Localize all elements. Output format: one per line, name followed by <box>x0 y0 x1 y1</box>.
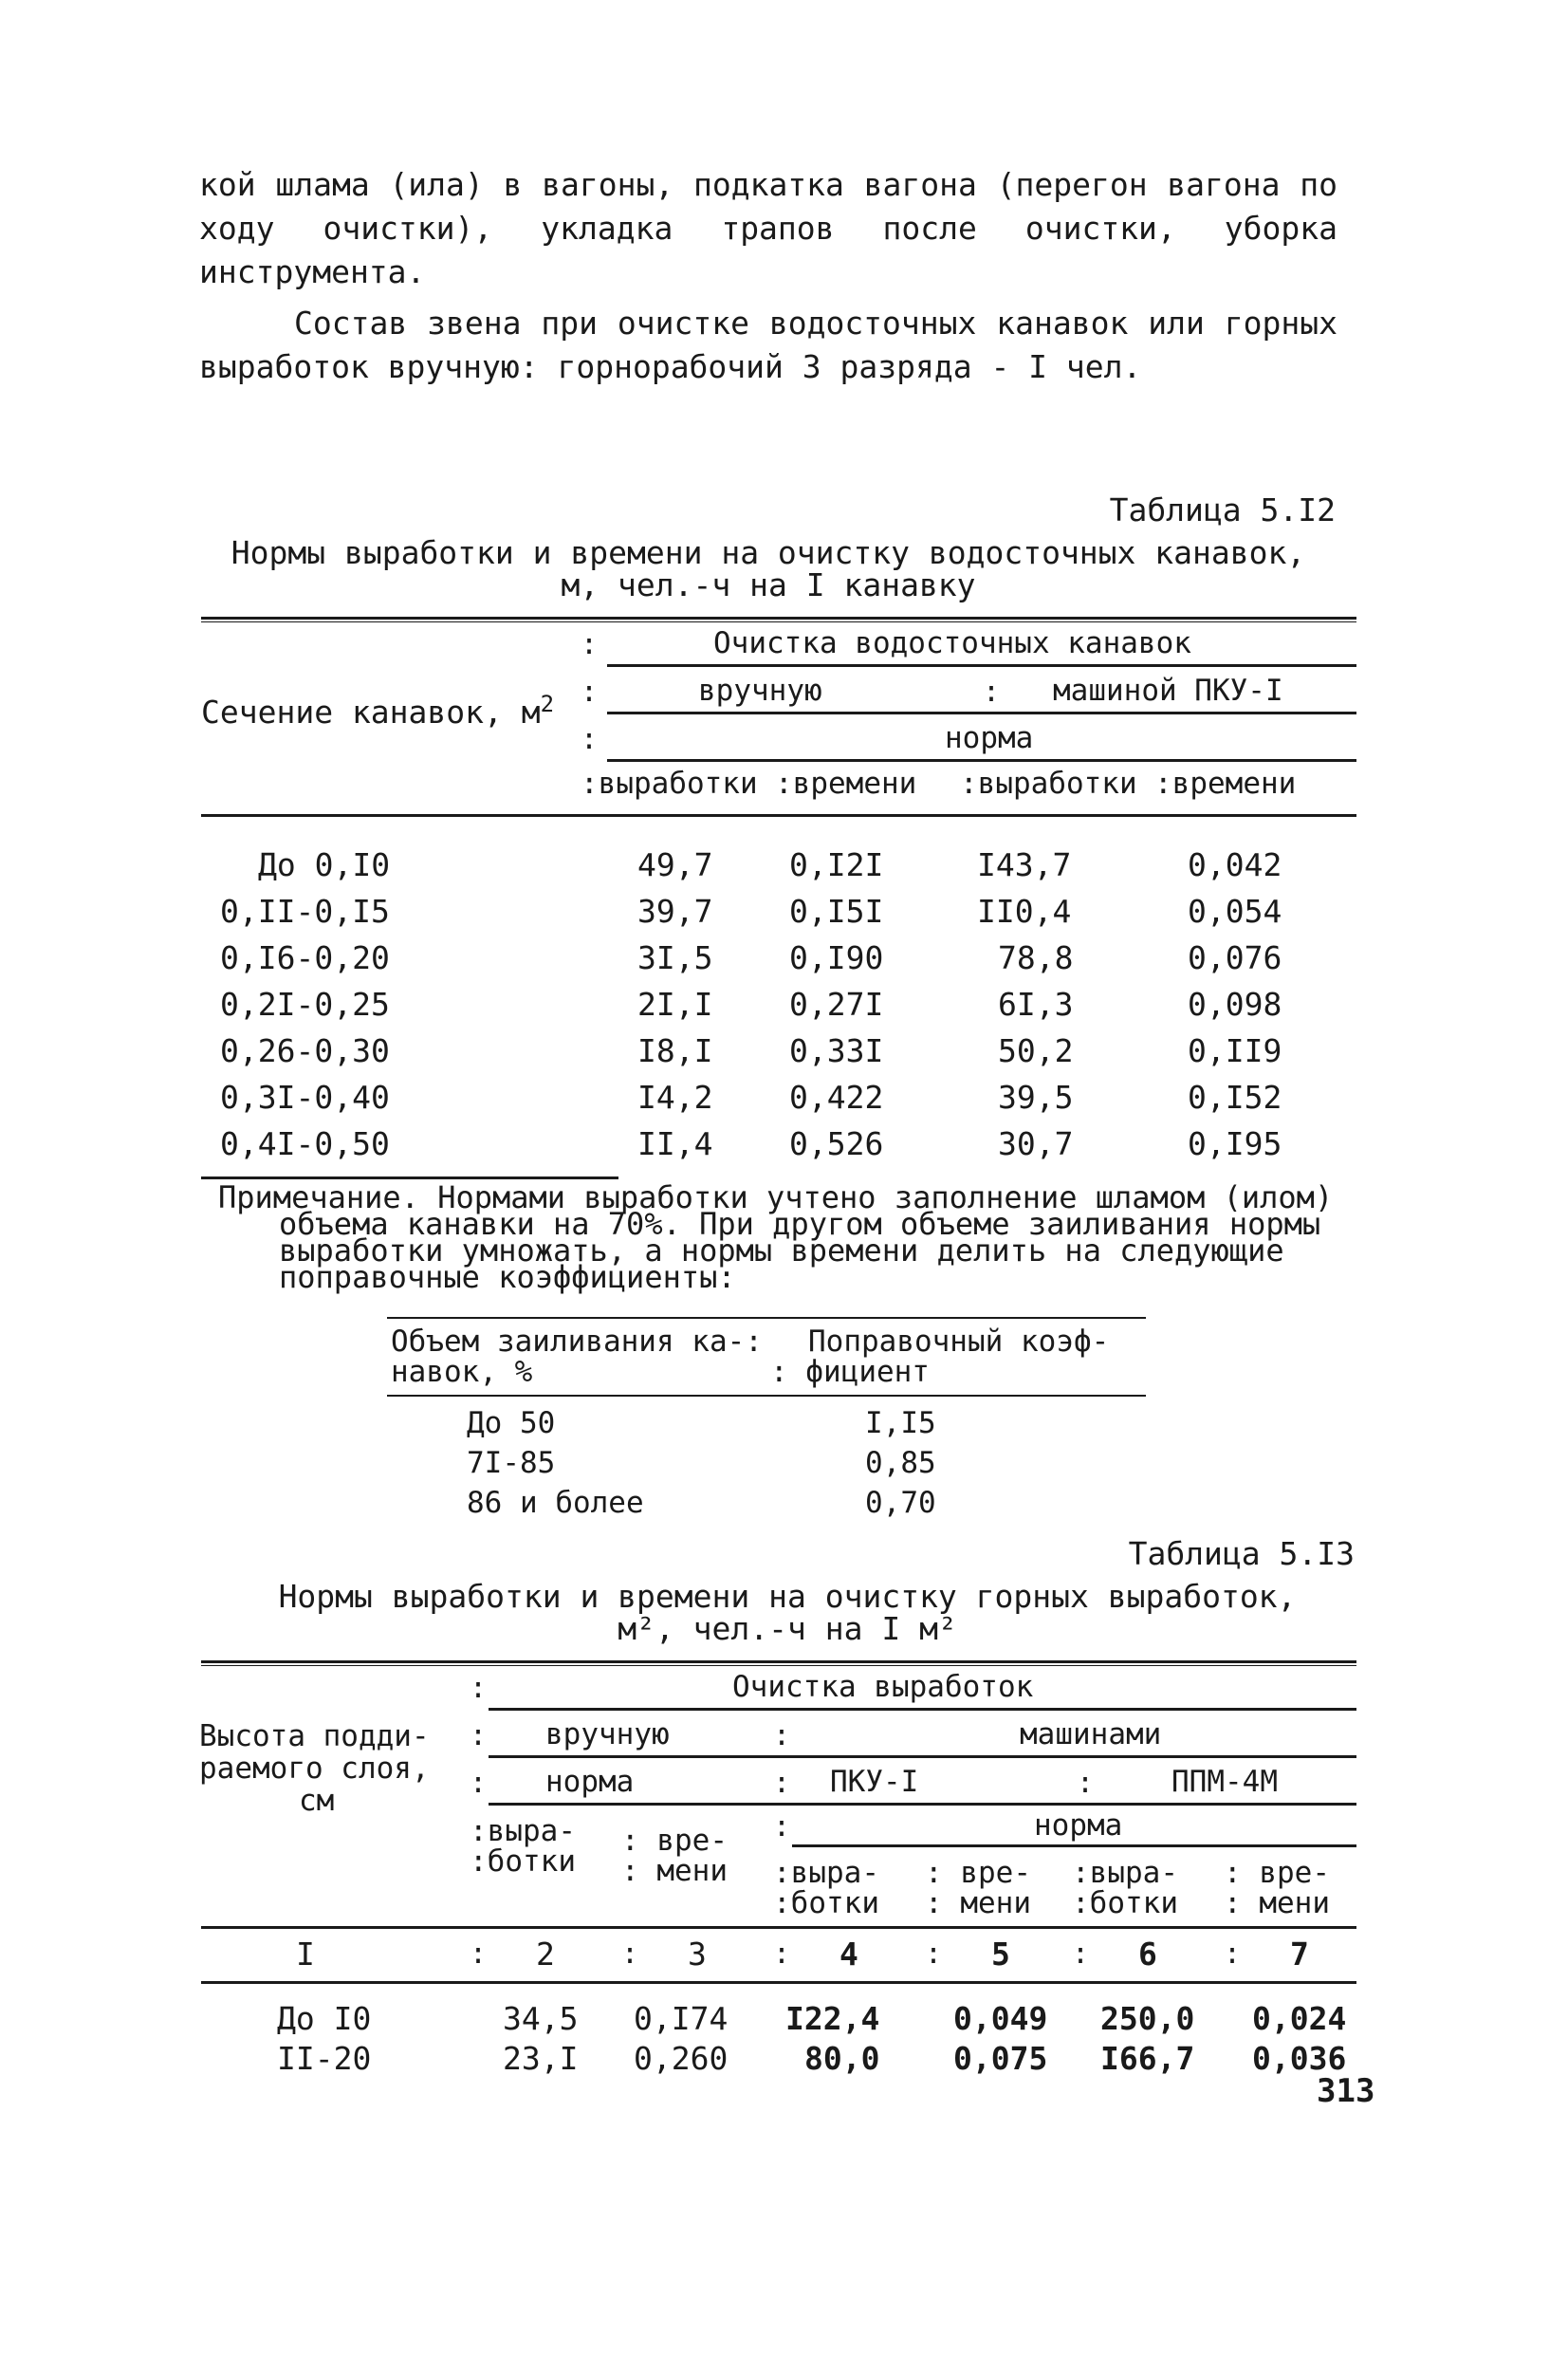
coef-cell: До 50 <box>467 1406 556 1440</box>
table-5-12-title <box>190 534 1347 603</box>
page-number: 313 <box>1317 2072 1375 2110</box>
header-out-pku-a: :выра- <box>773 1856 879 1890</box>
table-cell: 23,I <box>503 2040 579 2077</box>
header-height-1: Высота подди- <box>199 1719 430 1753</box>
table-cell: 6I,3 <box>998 986 1074 1023</box>
table-cell: II0,4 <box>977 893 1072 930</box>
table-5-12-title-line2: м, чел.-ч на I канавку <box>561 566 976 603</box>
header-time-ppm-a: : вре- <box>1224 1856 1330 1890</box>
rule <box>201 814 1356 817</box>
col-separator: : <box>581 723 599 756</box>
col-separator: : <box>581 628 599 661</box>
table-cell: 0,I95 <box>1188 1125 1282 1162</box>
header-out-manual-a: :выра- <box>470 1814 576 1848</box>
table-cell: II-20 <box>277 2040 372 2077</box>
header-pku: ПКУ-I <box>830 1765 919 1799</box>
header-section-text: Сечение канавок, м <box>201 694 541 731</box>
table-cell: 0,054 <box>1188 893 1282 930</box>
table-cell: I8,I <box>637 1032 713 1069</box>
coef-cell: 7I-85 <box>467 1446 556 1480</box>
header-manual-513: вручную <box>545 1717 670 1751</box>
paragraph-1: кой шлама (ила) в вагоны, подкатка вагона (перегон вагона по ходу очистки), укладка трапов после очистки, уборка инструмента. <box>199 166 1337 290</box>
table-cell: 0,I6-0,20 <box>220 939 390 976</box>
col-separator: : <box>621 1937 639 1971</box>
col-separator: : <box>581 676 599 709</box>
table-cell: 0,049 <box>953 2000 1048 2037</box>
rule <box>607 759 1356 762</box>
header-time-pku-b: : мени <box>925 1886 1031 1920</box>
header-out-pku-b: :ботки <box>773 1886 879 1920</box>
col-separator: : <box>470 1937 488 1971</box>
table-cell: 0,I2I <box>789 846 884 883</box>
header-time-ppm-b: : мени <box>1224 1886 1330 1920</box>
table-cell: 3I,5 <box>637 939 713 976</box>
table-cell: До I0 <box>277 2000 372 2037</box>
col-separator: : <box>470 1767 488 1800</box>
rule <box>201 1665 1356 1666</box>
rule <box>489 1708 1356 1711</box>
table-cell: 0,26-0,30 <box>220 1032 390 1069</box>
table-5-13-caption: Таблица 5.I3 <box>1128 1535 1355 1572</box>
col-separator: : <box>773 1937 791 1971</box>
column-number: 2 <box>536 1936 555 1973</box>
table-cell: 0,260 <box>634 2040 729 2077</box>
header-output-machine: :выработки <box>960 767 1137 801</box>
rule <box>387 1317 1146 1319</box>
header-cleaning-workings: Очистка выработок <box>732 1670 1034 1704</box>
column-number: 3 <box>688 1936 707 1973</box>
table-cell: 0,I5I <box>789 893 884 930</box>
rule <box>607 712 1356 714</box>
table-cell: 0,I90 <box>789 939 884 976</box>
table-5-13-title-line1: Нормы выработки и времени на очистку горных выработок, <box>278 1578 1297 1615</box>
table-cell: 50,2 <box>998 1032 1074 1069</box>
rule <box>201 1926 1356 1929</box>
header-height-2: раемого слоя, <box>199 1751 430 1786</box>
table-5-13-title <box>218 1578 1356 1647</box>
col-separator: : <box>773 1767 791 1800</box>
table-cell: 0,27I <box>789 986 884 1023</box>
rule <box>489 1803 1356 1806</box>
table-cell: 0,4I-0,50 <box>220 1125 390 1162</box>
header-norm: норма <box>945 721 1034 755</box>
header-manual: вручную <box>698 674 822 708</box>
coef-cell: 0,70 <box>865 1486 936 1520</box>
paragraph-2: Состав звена при очистке водосточных канавок или горных выработок вручную: горнорабочий 3 разряда - I чел. <box>199 305 1337 385</box>
header-time-machine: :времени <box>1154 767 1297 801</box>
table-cell: 0,II-0,I5 <box>220 893 390 930</box>
table-cell: 39,7 <box>637 893 713 930</box>
table-cell: II,4 <box>637 1125 713 1162</box>
col-separator: : <box>470 1719 488 1752</box>
column-number: 5 <box>991 1936 1010 1973</box>
column-number: 7 <box>1290 1936 1309 1973</box>
header-time-manual-b: : мени <box>621 1854 728 1888</box>
rule <box>607 664 1356 667</box>
header-cleaning: Очистка водосточных канавок <box>713 626 1191 660</box>
table-cell: 0,076 <box>1188 939 1282 976</box>
header-out-ppm-a: :выра- <box>1072 1856 1178 1890</box>
table-cell: 49,7 <box>637 846 713 883</box>
note-line: объема канавки на 70%. При другом объеме заиливания нормы <box>279 1206 1321 1242</box>
table-cell: 0,I74 <box>634 2000 729 2037</box>
header-norm-manual: норма <box>545 1765 635 1799</box>
header-section <box>201 691 554 731</box>
coef-cell: 0,85 <box>865 1446 936 1480</box>
header-machine: машиной ПКУ-I <box>1053 674 1283 708</box>
col-separator: : <box>983 676 1001 709</box>
header-height-3: см <box>299 1784 335 1818</box>
header-time-pku-a: : вре- <box>925 1856 1031 1890</box>
coef-cell: 86 и более <box>467 1486 644 1520</box>
header-ppm: ППМ-4М <box>1171 1765 1278 1799</box>
col-separator: : <box>1072 1937 1090 1971</box>
table-cell: 2I,I <box>637 986 713 1023</box>
col-separator: : <box>925 1937 943 1971</box>
rule <box>792 1844 1356 1847</box>
table-cell: 34,5 <box>503 2000 579 2037</box>
header-norm-machines: норма <box>1034 1808 1123 1843</box>
table-cell: I43,7 <box>977 846 1072 883</box>
col-separator: : <box>773 1810 791 1843</box>
header-machines: машинами <box>1020 1717 1162 1751</box>
table-cell: 0,526 <box>789 1125 884 1162</box>
table-cell: 0,II9 <box>1188 1032 1282 1069</box>
rule <box>387 1395 1146 1397</box>
table-cell: 78,8 <box>998 939 1074 976</box>
col-separator: : <box>1077 1767 1095 1800</box>
coef-header-volume-1: Объем заиливания ка-: <box>391 1325 763 1359</box>
header-time-manual-a: : вре- <box>621 1824 728 1858</box>
table-cell: I4,2 <box>637 1079 713 1116</box>
table-5-12-title-line1: Нормы выработки и времени на очистку водосточных канавок, <box>231 534 1306 571</box>
header-section-sup: 2 <box>540 691 555 717</box>
column-number: 6 <box>1138 1936 1157 1973</box>
rule <box>201 621 1356 622</box>
col-separator: : <box>1224 1937 1242 1971</box>
column-number: 4 <box>839 1936 858 1973</box>
coef-cell: I,I5 <box>865 1406 936 1440</box>
table-cell: I22,4 <box>785 2000 880 2037</box>
table-cell: До 0,I0 <box>258 846 391 883</box>
coef-header-volume-2: навок, % <box>391 1355 533 1389</box>
rule <box>489 1755 1356 1758</box>
note-line: выработки умножать, а нормы времени делить на следующие <box>279 1232 1284 1269</box>
table-cell: 0,I52 <box>1188 1079 1282 1116</box>
header-out-ppm-b: :ботки <box>1072 1886 1178 1920</box>
table-5-12-caption: Таблица 5.I2 <box>1109 491 1336 528</box>
table-cell: 39,5 <box>998 1079 1074 1116</box>
table-cell: 30,7 <box>998 1125 1074 1162</box>
header-time-manual: :времени <box>775 767 917 801</box>
table-5-13-title-line2: м², чел.-ч на I м² <box>618 1610 957 1647</box>
rule <box>201 1981 1356 1984</box>
table-cell: 0,422 <box>789 1079 884 1116</box>
table-cell: 0,098 <box>1188 986 1282 1023</box>
col-separator: : <box>773 1719 791 1752</box>
table-cell: I66,7 <box>1100 2040 1195 2077</box>
table-cell: 0,3I-0,40 <box>220 1079 390 1116</box>
table-cell: 0,075 <box>953 2040 1048 2077</box>
header-output-manual: :выработки <box>581 767 758 801</box>
table-cell: 0,042 <box>1188 846 1282 883</box>
header-out-manual-b: :ботки <box>470 1844 576 1879</box>
table-cell: 0,036 <box>1252 2040 1347 2077</box>
table-cell: 250,0 <box>1100 2000 1195 2037</box>
rule <box>201 1660 1356 1663</box>
note-line: Примечание. Нормами выработки учтено заполнение шламом (илом) <box>218 1179 1334 1215</box>
note-line: поправочные коэффициенты: <box>279 1259 736 1295</box>
col-separator: : <box>470 1672 488 1705</box>
coef-header-coef-1: Поправочный коэф- <box>808 1325 1110 1359</box>
table-cell: 80,0 <box>804 2040 880 2077</box>
table-cell: 0,024 <box>1252 2000 1347 2037</box>
coef-header-coef-2: : фициент <box>770 1355 930 1389</box>
table-cell: 0,2I-0,25 <box>220 986 390 1023</box>
rule <box>201 617 1356 620</box>
table-note <box>218 1179 1375 1295</box>
table-cell: 0,33I <box>789 1032 884 1069</box>
column-number: I <box>296 1936 315 1973</box>
